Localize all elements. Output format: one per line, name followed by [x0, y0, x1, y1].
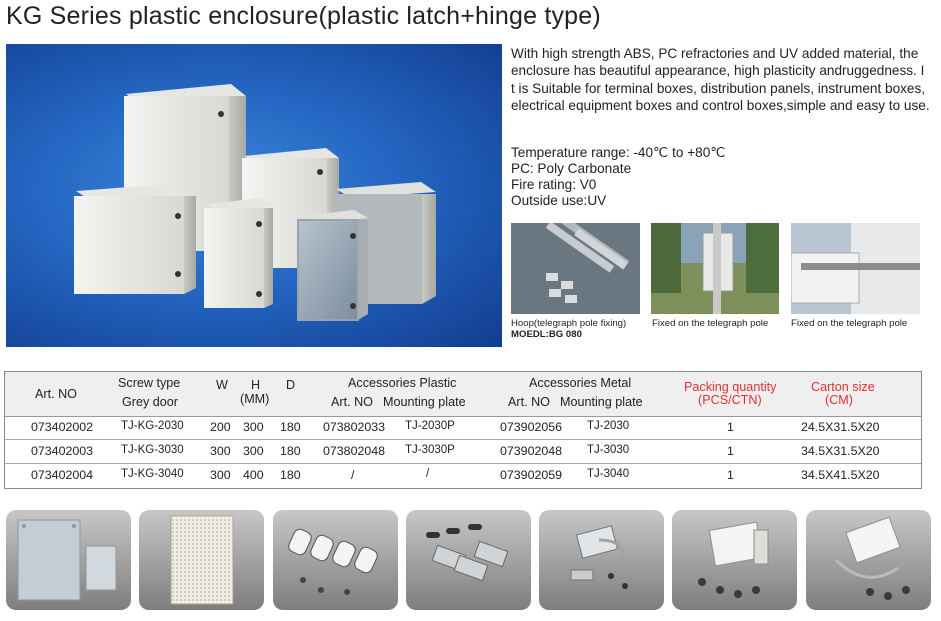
cell-plastic-art: 073802048 — [323, 444, 386, 458]
header-acc-metal: Accessories Metal — [529, 376, 632, 390]
hoop-caption: Hoop(telegraph pole fixing) — [511, 318, 627, 329]
pole-caption-1: Fixed on the telegraph pole — [652, 318, 769, 329]
header-plastic-art-no: Art. NO — [331, 395, 373, 409]
plastic-hinge-icon — [672, 510, 797, 610]
cell-plastic-plate: TJ-2030P — [405, 420, 455, 432]
spec-material: PC: Poly Carbonate — [511, 161, 632, 176]
cell-h: 300 — [243, 420, 264, 434]
product-description: With high strength ABS, PC refractories and UV added material, the enclosure has beautiful appearance, high plasticity andruggedness. I t is Suitable for terminal boxes, distribution panels, instrument boxes, electrical equipment boxes and control boxes,simple and easy to use. — [511, 46, 930, 114]
header-acc-plastic: Accessories Plastic — [348, 376, 457, 390]
cell-art-no: 073402004 — [31, 468, 94, 482]
enclosures-product-photo — [6, 44, 502, 347]
cell-h: 300 — [243, 444, 264, 458]
cell-grey-door: TJ-KG-3030 — [121, 444, 184, 456]
table-row — [5, 464, 921, 487]
header-packing-unit: (PCS/CTN) — [698, 393, 762, 407]
wall-mounting-brackets-icon — [273, 510, 398, 610]
metal-brackets-icon — [406, 510, 531, 610]
cell-qty: 1 — [727, 420, 734, 434]
cell-metal-art: 073902059 — [500, 468, 563, 482]
cell-d: 180 — [280, 468, 301, 482]
cell-plastic-plate: TJ-3030P — [405, 444, 455, 456]
header-w: W — [216, 378, 228, 392]
header-metal-art-no: Art. NO — [508, 395, 550, 409]
specification-table — [4, 371, 922, 489]
header-packing: Packing quantity — [684, 380, 777, 394]
header-carton-unit: (CM) — [825, 393, 853, 407]
cell-plastic-art: / — [351, 468, 355, 482]
cell-h: 400 — [243, 468, 264, 482]
cell-metal-art: 073902048 — [500, 444, 563, 458]
table-header — [5, 372, 921, 417]
cell-d: 180 — [280, 444, 301, 458]
cell-grey-door: TJ-KG-2030 — [121, 420, 184, 432]
pole-mounted-photo-1 — [651, 223, 779, 314]
cell-plastic-art: 073802033 — [323, 420, 386, 434]
perforated-plastic-plate-icon — [139, 510, 264, 610]
spec-outside-use: Outside use:UV — [511, 193, 607, 208]
page-title: KG Series plastic enclosure(plastic latch+hinge type) — [6, 2, 601, 30]
cell-metal-plate: TJ-3040 — [587, 468, 630, 480]
cell-carton: 34.5X41.5X20 — [801, 468, 880, 482]
spec-fire-rating: Fire rating: V0 — [511, 177, 597, 192]
spec-temperature: Temperature range: -40℃ to +80℃ — [511, 145, 726, 160]
table-row — [5, 416, 921, 440]
galvanized-mounting-plates-icon — [6, 510, 131, 610]
header-grey-door: Grey door — [122, 395, 178, 409]
cell-metal-plate: TJ-2030 — [587, 420, 630, 432]
cell-d: 180 — [280, 420, 301, 434]
cell-grey-door: TJ-KG-3040 — [121, 468, 184, 480]
cell-carton: 24.5X31.5X20 — [801, 420, 880, 434]
cell-w: 300 — [210, 468, 231, 482]
cell-w: 300 — [210, 444, 231, 458]
pole-caption-2: Fixed on the telegraph pole — [791, 318, 908, 329]
spec-list — [511, 145, 726, 209]
header-d: D — [286, 378, 296, 392]
header-mm: (MM) — [240, 392, 270, 406]
hoop-fixing-photo — [511, 223, 640, 314]
table-row — [5, 440, 921, 464]
header-plastic-plate: Mounting plate — [383, 395, 466, 409]
metal-latch-icon — [539, 510, 664, 610]
header-metal-plate: Mounting plate — [560, 395, 643, 409]
header-screw-type: Screw type — [118, 376, 181, 390]
cell-art-no: 073402002 — [31, 420, 94, 434]
cell-w: 200 — [210, 420, 231, 434]
cell-art-no: 073402003 — [31, 444, 94, 458]
cell-qty: 1 — [727, 444, 734, 458]
header-art-no: Art. NO — [35, 387, 77, 401]
cell-qty: 1 — [727, 468, 734, 482]
header-h: H — [251, 378, 261, 392]
cell-plastic-plate: / — [426, 468, 430, 480]
cell-carton: 34.5X31.5X20 — [801, 444, 880, 458]
hoop-model: MOEDL:BG 080 — [511, 329, 582, 340]
cell-metal-art: 073902056 — [500, 420, 563, 434]
plastic-latch-icon — [806, 510, 931, 610]
header-carton: Carton size — [811, 380, 875, 394]
cell-metal-plate: TJ-3030 — [587, 444, 630, 456]
pole-mounted-photo-2 — [791, 223, 920, 314]
